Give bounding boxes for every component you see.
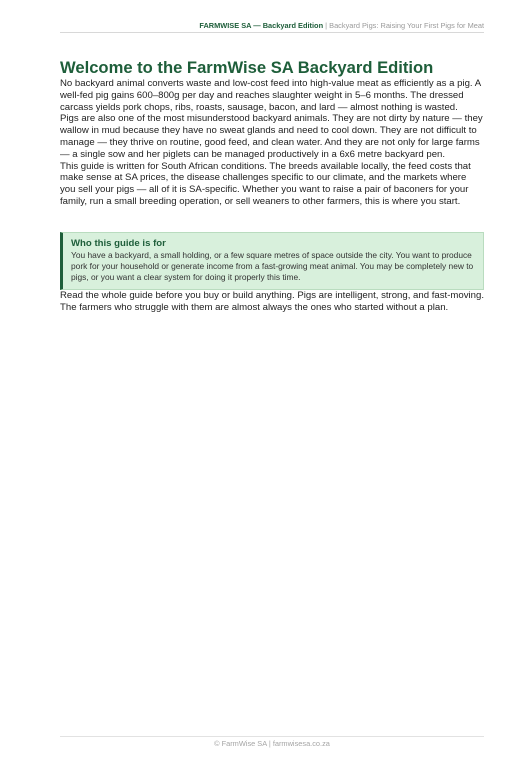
audience-callout (60, 232, 484, 290)
page-footer (60, 736, 484, 750)
footer-copyright: © FarmWise SA (214, 739, 267, 748)
header-document-title: Backyard Pigs: Raising Your First Pigs for Meat (329, 21, 484, 30)
footer-separator: | (268, 739, 271, 748)
closing-paragraph: Read the whole guide before you buy or build anything. Pigs are intelligent, strong, and fast-moving. The farmers who struggle with them are almost always the ones who started without a plan. (60, 289, 484, 313)
footer-website-link[interactable]: farmwisesa.co.za (272, 739, 330, 748)
page-title: Welcome to the FarmWise SA Backyard Edition (60, 58, 434, 77)
intro-paragraph: No backyard animal converts waste and low-cost feed into high-value meat as efficiently as a pig. A well-fed pig gains 600–800g per day and reaches slaughter weight in 5–6 months. The dressed carcass yields pork chops, ribs, roasts, sausage, bacon, and lard — almost nothing is wasted. (60, 78, 481, 113)
misconceptions-paragraph: Pigs are also one of the most misunderstood backyard animals. They are not dirty by nature — they wallow in mud because they have no sweat glands and need to cool down. They are not difficult to manage — they thrive on routine, good feed, and clean water. And they are not only for large farms — a single sow and her piglets can be managed productively in a 6x6 metre backyard pen. (60, 113, 483, 160)
callout-title: Who this guide is for (71, 237, 166, 249)
header-separator: | (325, 21, 328, 30)
header-brand: FARMWISE SA — Backyard Edition (199, 21, 324, 30)
page-content (60, 58, 484, 313)
sa-conditions-paragraph: This guide is written for South African conditions. The breeds available locally, the feed costs that make sense at SA prices, the disease challenges specific to our climate, and the markets where you sell your pigs — all of it is SA-specific. Whether you want to raise a pair of baconers for your family, run a small breeding operation, or sell weaners to other farmers, this is where you start. (60, 160, 471, 207)
page-header (60, 20, 484, 33)
callout-text: You have a backyard, a small holding, or a few square metres of space outside the city. You want to produce pork for your household or generate income from a fast-growing meat animal. You may be completely new to pigs, or you want a clear system for doing it properly this time. (71, 249, 474, 282)
